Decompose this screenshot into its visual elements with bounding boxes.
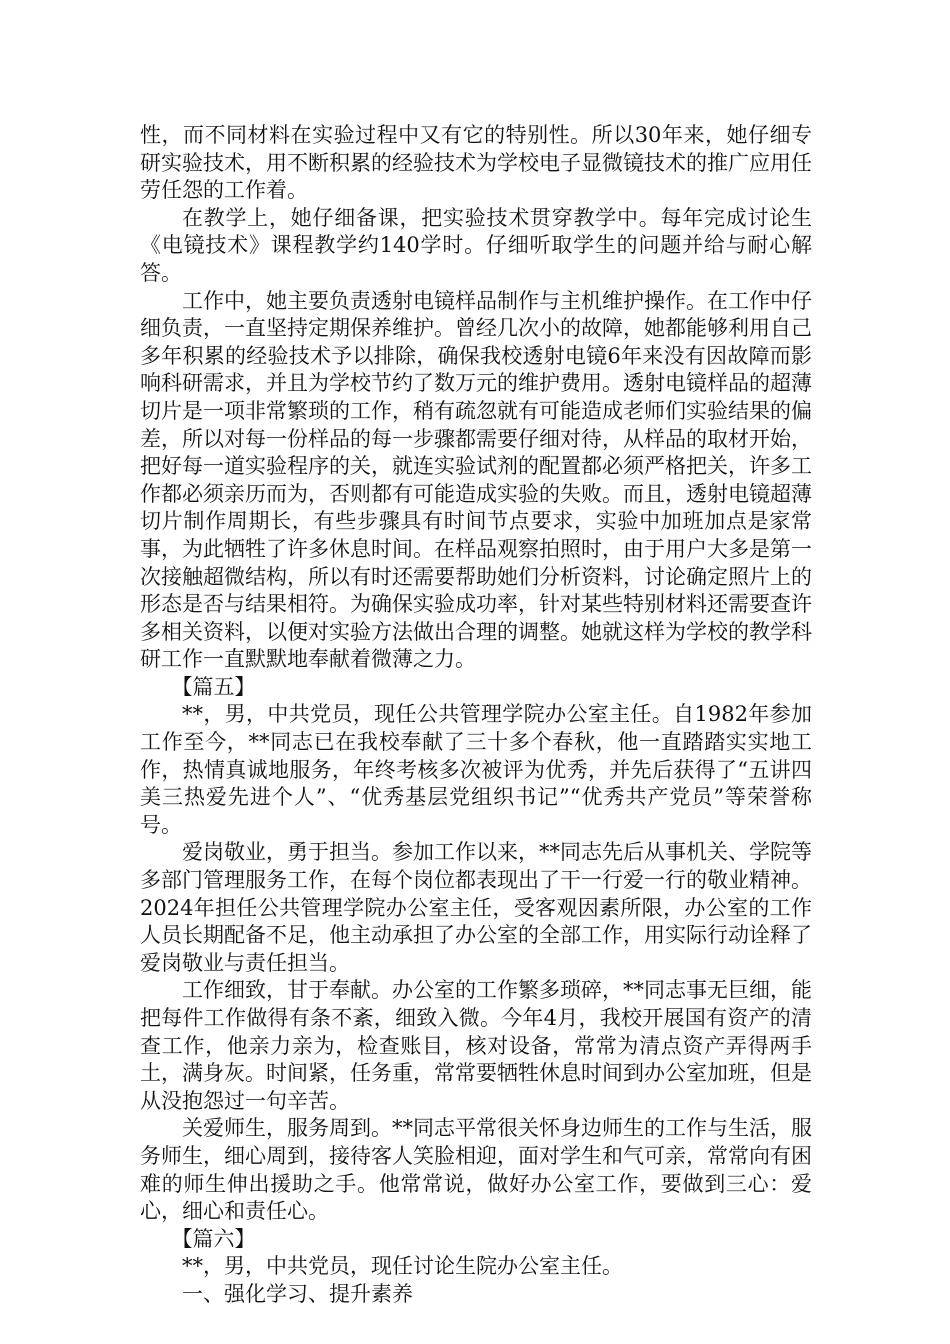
paragraph-intro-5: **，男，中共党员，现任公共管理学院办公室主任。自1982年参加工作至今，**同志已在我校奉献了三十多个春秋，他一直踏踏实实地工作，热情真诚地服务，年终考核多次被评为优秀，并先后获得了“五讲四美三热爱先进个人”、“优秀基层党组织书记”“优秀共产党员”等荣誉称号。: [140, 702, 812, 837]
paragraph-teaching: 在教学上，她仔细备课，把实验技术贯穿教学中。每年完成讨论生《电镜技术》课程教学约140学时。仔细听取学生的问题并给与耐心解答。: [140, 205, 812, 285]
paragraph-dedication: 爱岗敬业，勇于担当。参加工作以来，**同志先后从事机关、学院等多部门管理服务工作，在每个岗位都表现出了干一行爱一行的敬业精神。2024年担任公共管理学院办公室主任，受客观因素所限，办公室的工作人员长期配备不足，他主动承担了办公室的全部工作，用实际行动诠释了爱岗敬业与责任担当。: [140, 840, 812, 975]
paragraph-subheading: 一、强化学习、提升素养: [182, 1281, 413, 1306]
section-heading-6: 【篇六】: [171, 1226, 256, 1251]
section-heading-5: 【篇五】: [171, 674, 256, 699]
document-body: [140, 122, 812, 1309]
paragraph-intro-6: **，男，中共党员，现任讨论生院办公室主任。: [182, 1254, 623, 1279]
paragraph-care: 关爱师生，服务周到。**同志平常很关怀身边师生的工作与生活，服务师生，细心周到，接待客人笑脸相迎，面对学生和气可亲，常常向有困难的师生伸出援助之手。他常常说，做好办公室工作，要做到三心：爱心，细心和责任心。: [140, 1116, 812, 1224]
paragraph-work: 工作中，她主要负责透射电镜样品制作与主机维护操作。在工作中仔细负责，一直坚持定期保养维护。曾经几次小的故障，她都能够利用自己多年积累的经验技术予以排除，确保我校透射电镜6年来没有因故障而影响科研需求，并且为学校节约了数万元的维护费用。透射电镜样品的超薄切片是一项非常繁琐的工作，稍有疏忽就有可能造成老师们实验结果的偏差，所以对每一份样品的每一步骤都需要仔细对待，从样品的取材开始，把好每一道实验程序的关，就连实验试剂的配置都必须严格把关，许多工作都必须亲历而为，否则都有可能造成实验的失败。而且，透射电镜超薄切片制作周期长，有些步骤具有时间节点要求，实验中加班加点是家常事，为此牺牲了许多休息时间。在样品观察拍照时，由于用户大多是第一次接触超微结构，所以有时还需要帮助她们分析资料，讨论确定照片上的形态是否与结果相符。为确保实验成功率，针对某些特别材料还需要查许多相关资料，以便对实验方法做出合理的调整。她就这样为学校的教学科研工作一直默默地奉献着微薄之力。: [140, 288, 812, 672]
paragraph-continuation: 性，而不同材料在实验过程中又有它的特别性。所以30年来，她仔细专研实验技术，用不断积累的经验技术为学校电子显微镜技术的推广应用任劳任怨的工作着。: [140, 123, 812, 203]
paragraph-meticulous: 工作细致，甘于奉献。办公室的工作繁多琐碎，**同志事无巨细，能把每件工作做得有条不紊，细致入微。今年4月，我校开展国有资产的清查工作，他亲力亲为，检查账目，核对设备，常常为清点资产弄得两手土，满身灰。时间紧，任务重，常常要牺牲休息时间到办公室加班，但是从没抱怨过一句辛苦。: [140, 978, 812, 1113]
